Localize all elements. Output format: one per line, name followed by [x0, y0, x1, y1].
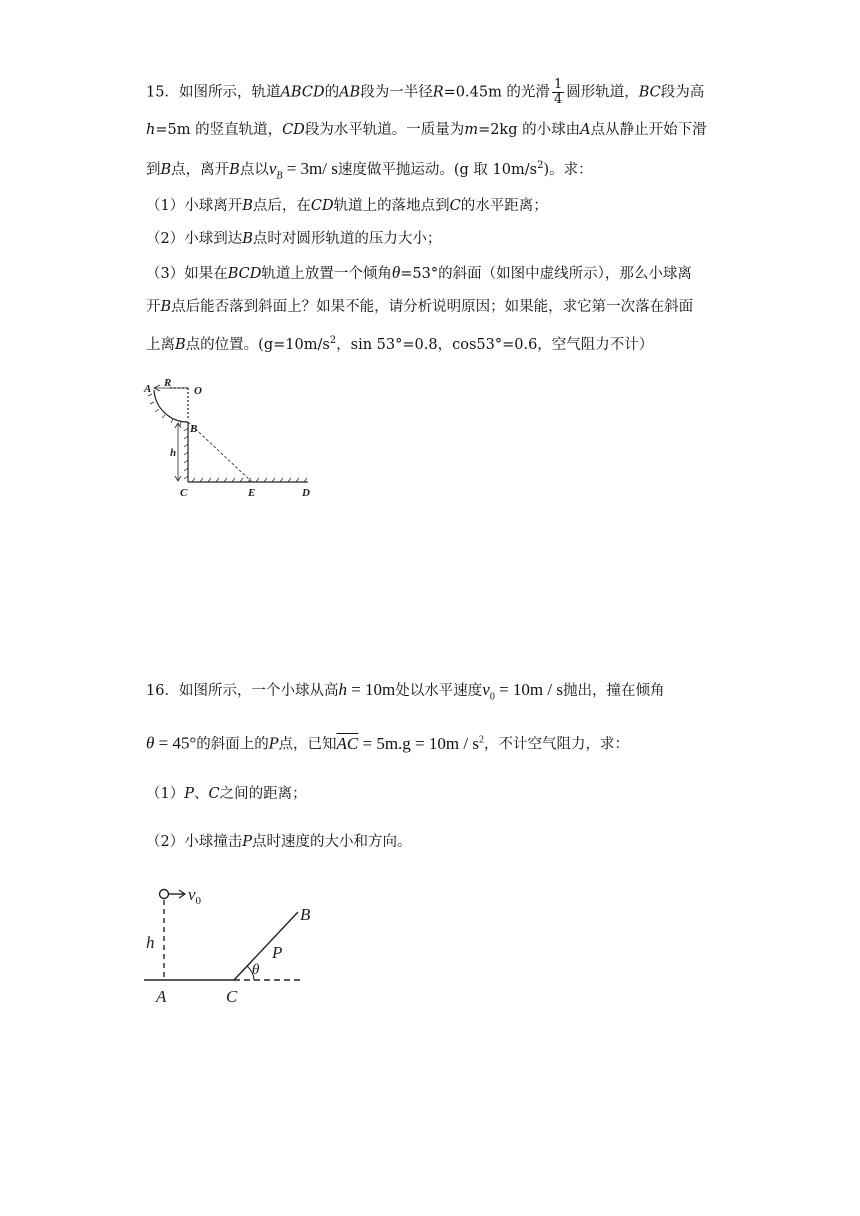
q15-line-2: h=5m 的竖直轨道，CD段为水平轨道。一质量为m=2kg 的小球由A点从静止开始下滑 — [146, 122, 707, 138]
q15-subquestion-3-line-2: 开B点后能否落到斜面上？如果不能，请分析说明原因；如果能，求它第一次落在斜面 — [146, 299, 694, 315]
label-h: h — [170, 447, 177, 459]
dashed-incline — [188, 422, 252, 482]
label-p: P — [272, 943, 283, 962]
label-b: B — [190, 423, 198, 435]
q15-track-diagram — [140, 372, 320, 502]
label-c: C — [180, 487, 188, 499]
q16-line-2: θ = 45°的斜面上的P点，已知$\overline{AC} = 5m.g = 10m / s^2$，不计空气阻力，求： — [146, 733, 629, 753]
label-v0: $v_0$ — [188, 885, 202, 907]
label-c: C — [226, 987, 238, 1006]
q15-subquestion-3-line-1: （3）如果在BCD轨道上放置一个倾角θ=53°的斜面（如图中虚线所示），那么小球离 — [146, 263, 692, 282]
velocity-formula: $v_0 = 10m / s$ — [482, 680, 563, 703]
incline-line — [234, 912, 298, 980]
q16-subquestion-2: （2）小球撞击P点时速度的大小和方向。 — [146, 834, 412, 850]
q16-line-1: 16．如图所示，一个小球从高h = 10m处以水平速度$v_0 = 10m / s$抛出，撞在倾角 — [146, 680, 665, 703]
label-r: R — [164, 377, 172, 389]
height-formula: h = 10m — [338, 680, 396, 699]
q15-subquestion-1: （1）小球离开B点后，在CD轨道上的落地点到C的水平距离； — [146, 198, 548, 214]
q15-line-1: 15．如图所示，轨道ABCD的AB段为一半径R=0.45m 的光滑 $\frac{1}{4}$ 圆形轨道，BC段为高 — [146, 77, 705, 107]
one-quarter-fraction: $\frac{1}{4}$ — [553, 77, 563, 107]
quarter-circle-track — [154, 390, 188, 422]
label-h: h — [146, 933, 155, 952]
q15-line-3: 到B点，离开B点以$v_B = 3m/$ s速度做平抛运动。(g 取 $10m/s^2$)。求： — [146, 158, 593, 182]
q16-subquestion-1: （1）P、C之间的距离； — [146, 786, 307, 802]
q15-subquestion-3-line-3: 上离B点的位置。($g=10m/s^2$，sin 53°=0.8，cos53°=0.6，空气阻力不计） — [146, 335, 654, 353]
ac-formula: $\overline{AC} = 5m.g = 10m / s^2$ — [336, 733, 484, 753]
label-b: B — [300, 905, 311, 924]
vb-formula: $v_B = 3m/$ s — [268, 158, 338, 182]
label-a: A — [156, 987, 167, 1006]
label-o: O — [194, 385, 202, 397]
label-theta: θ — [252, 962, 260, 978]
label-d: D — [302, 487, 310, 499]
angle-formula: θ = 45° — [146, 733, 197, 753]
ball-icon — [160, 890, 169, 899]
q15-subquestion-2: （2）小球到达B点时对圆形轨道的压力大小； — [146, 231, 442, 247]
label-a: A — [144, 383, 152, 395]
label-e: E — [248, 487, 256, 499]
q16-incline-diagram — [140, 880, 320, 1010]
